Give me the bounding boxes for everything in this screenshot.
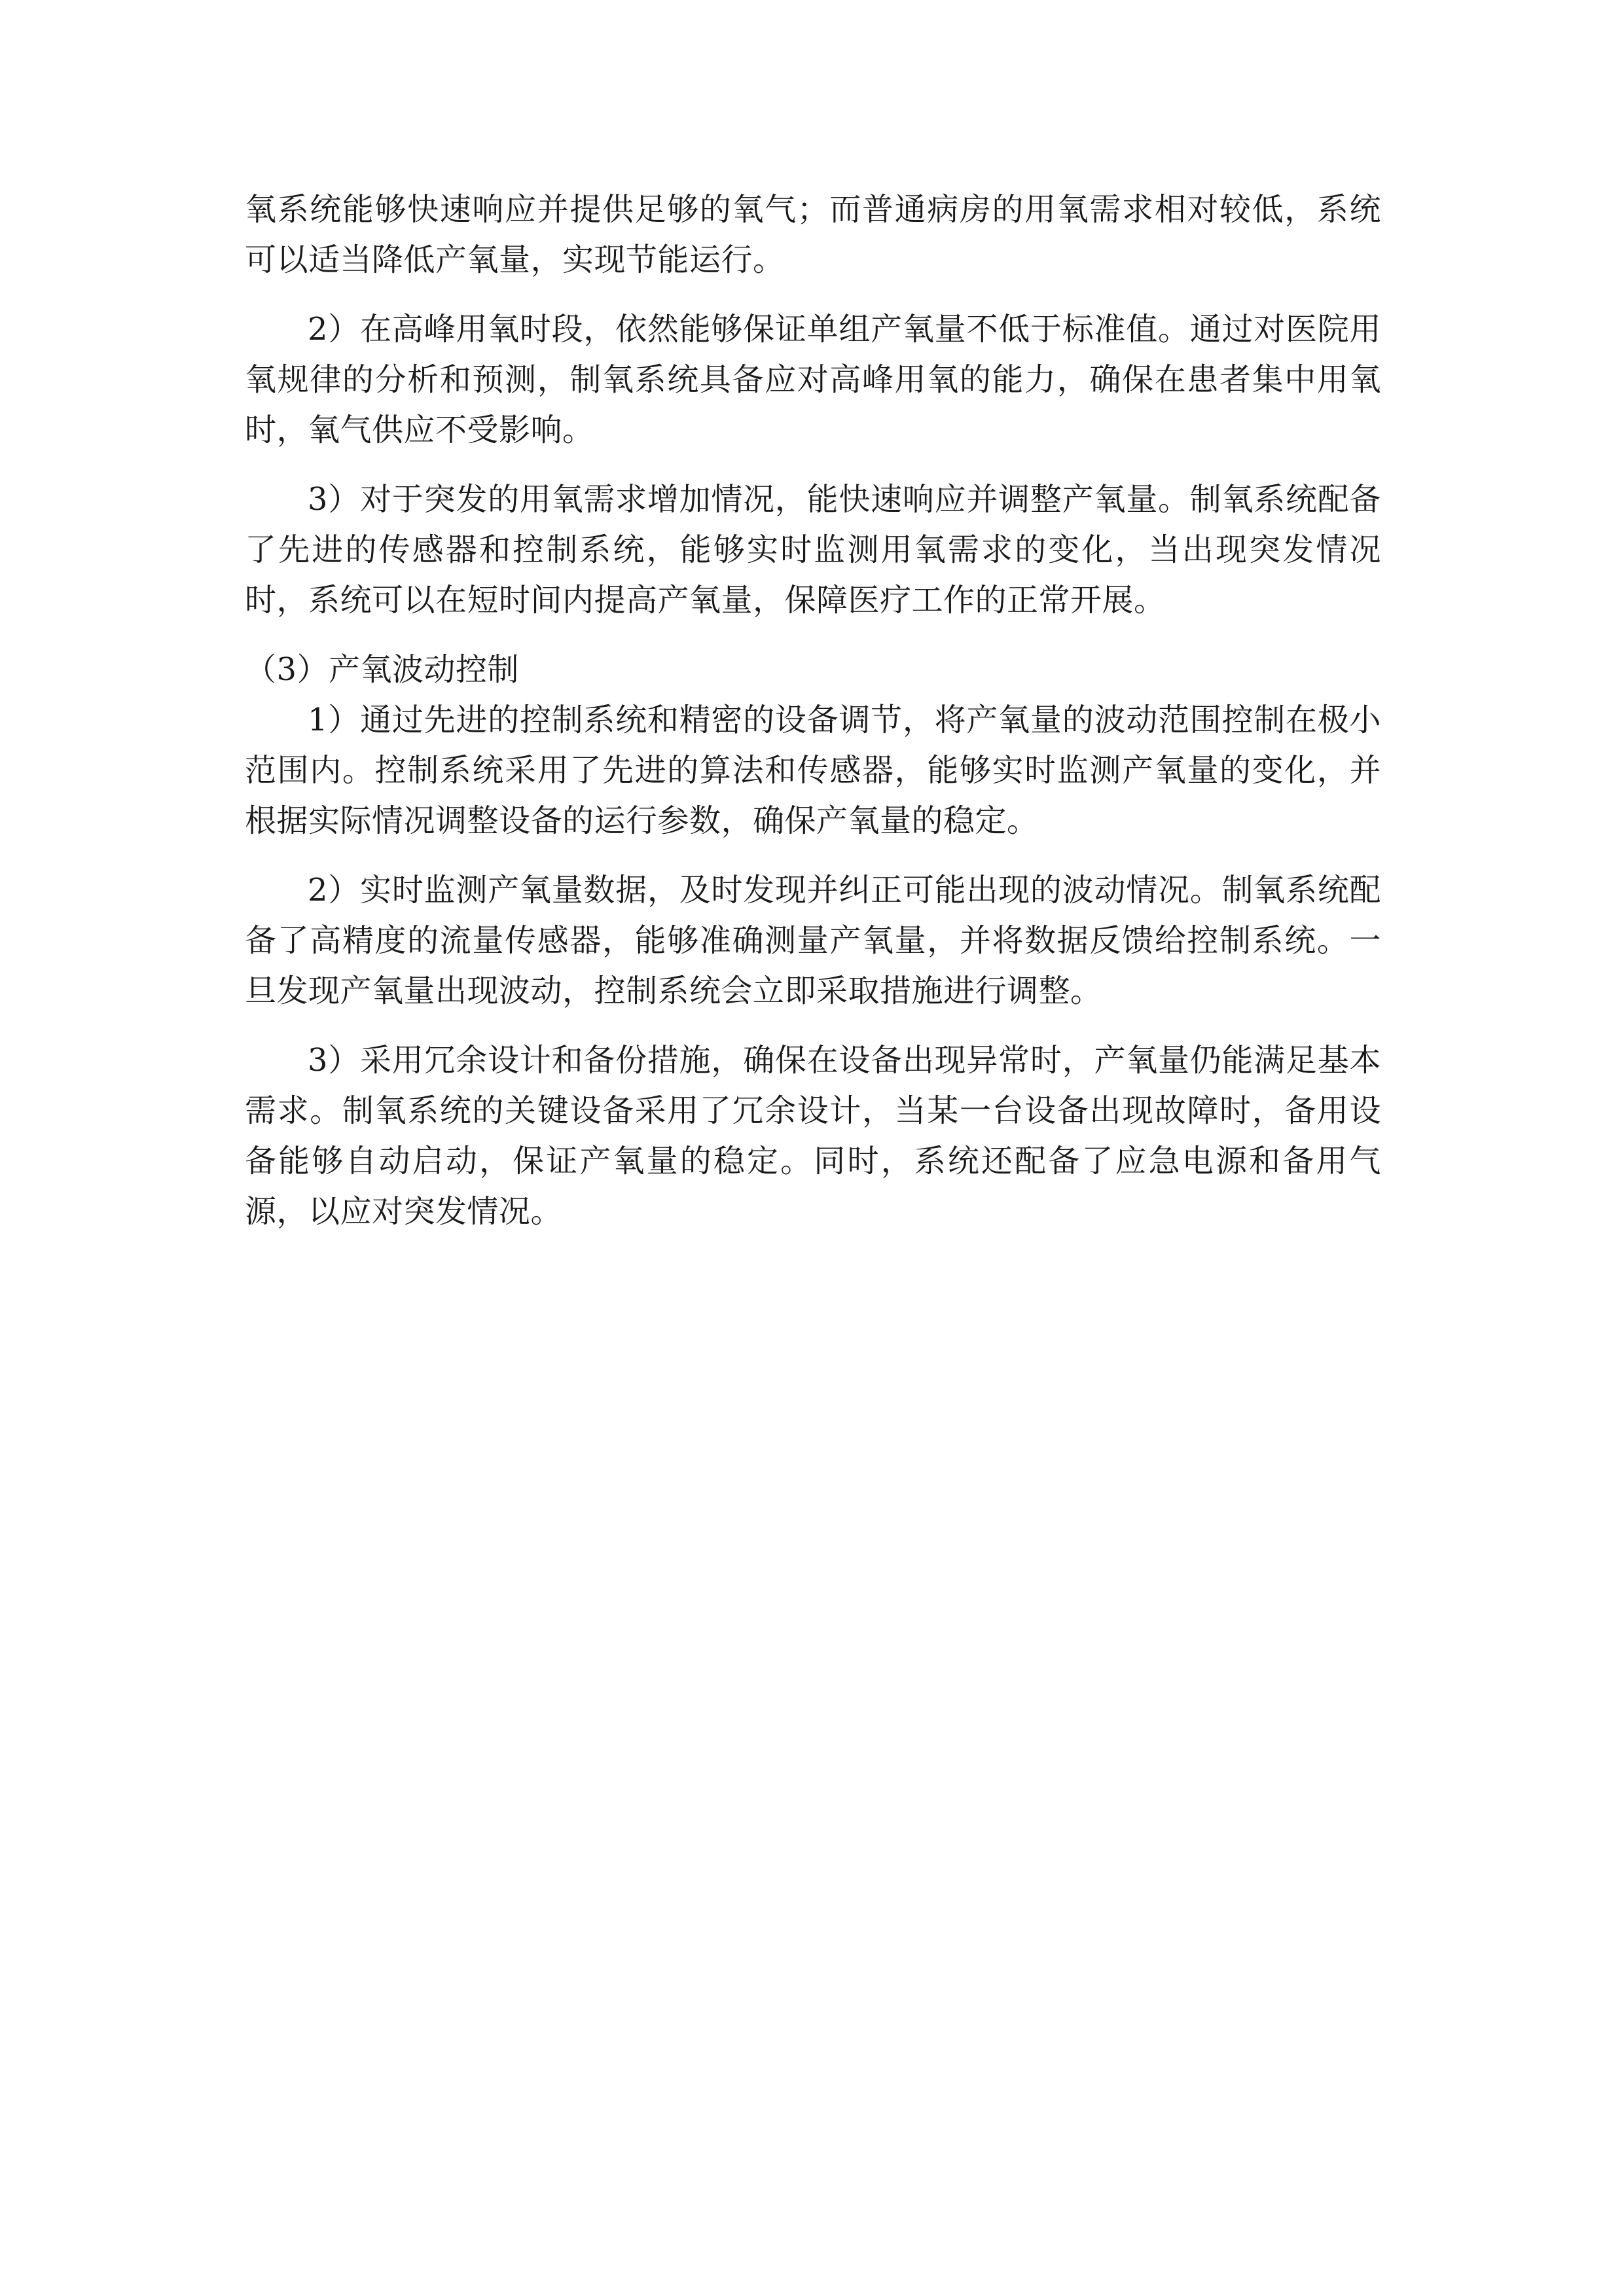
paragraph-fluctuation-3: 3）采用冗余设计和备份措施，确保在设备出现异常时，产氧量仍能满足基本需求。制氧系统的关键设备采用了冗余设计，当某一台设备出现故障时，备用设备能够自动启动，保证产氧量的稳定。同时，系统还配备了应急电源和备用气源，以应对突发情况。 (245, 1042, 1381, 1230)
paragraph-fluctuation-2: 2）实时监测产氧量数据，及时发现并纠正可能出现的波动情况。制氧系统配备了高精度的流量传感器，能够准确测量产氧量，并将数据反馈给控制系统。一旦发现产氧量出现波动，控制系统会立即采取措施进行调整。 (245, 872, 1381, 1009)
section-heading: （3）产氧波动控制 (245, 651, 520, 688)
paragraph-fluctuation-1: 1）通过先进的控制系统和精密的设备调节，将产氧量的波动范围控制在极小范围内。控制系统采用了先进的算法和传感器，能够实时监测产氧量的变化，并根据实际情况调整设备的运行参数，确保产氧量的稳定。 (245, 702, 1381, 839)
paragraph-continuation: 氧系统能够快速响应并提供足够的氧气；而普通病房的用氧需求相对较低，系统可以适当降低产氧量，实现节能运行。 (245, 191, 1381, 278)
paragraph-sudden-demand: 3）对于突发的用氧需求增加情况，能快速响应并调整产氧量。制氧系统配备了先进的传感器和控制系统，能够实时监测用氧需求的变化，当出现突发情况时，系统可以在短时间内提高产氧量，保障医疗工作的正常开展。 (245, 481, 1381, 619)
document-body (245, 185, 1381, 1256)
paragraph-peak-demand: 2）在高峰用氧时段，依然能够保证单组产氧量不低于标准值。通过对医院用氧规律的分析和预测，制氧系统具备应对高峰用氧的能力，确保在患者集中用氧时，氧气供应不受影响。 (245, 311, 1381, 448)
